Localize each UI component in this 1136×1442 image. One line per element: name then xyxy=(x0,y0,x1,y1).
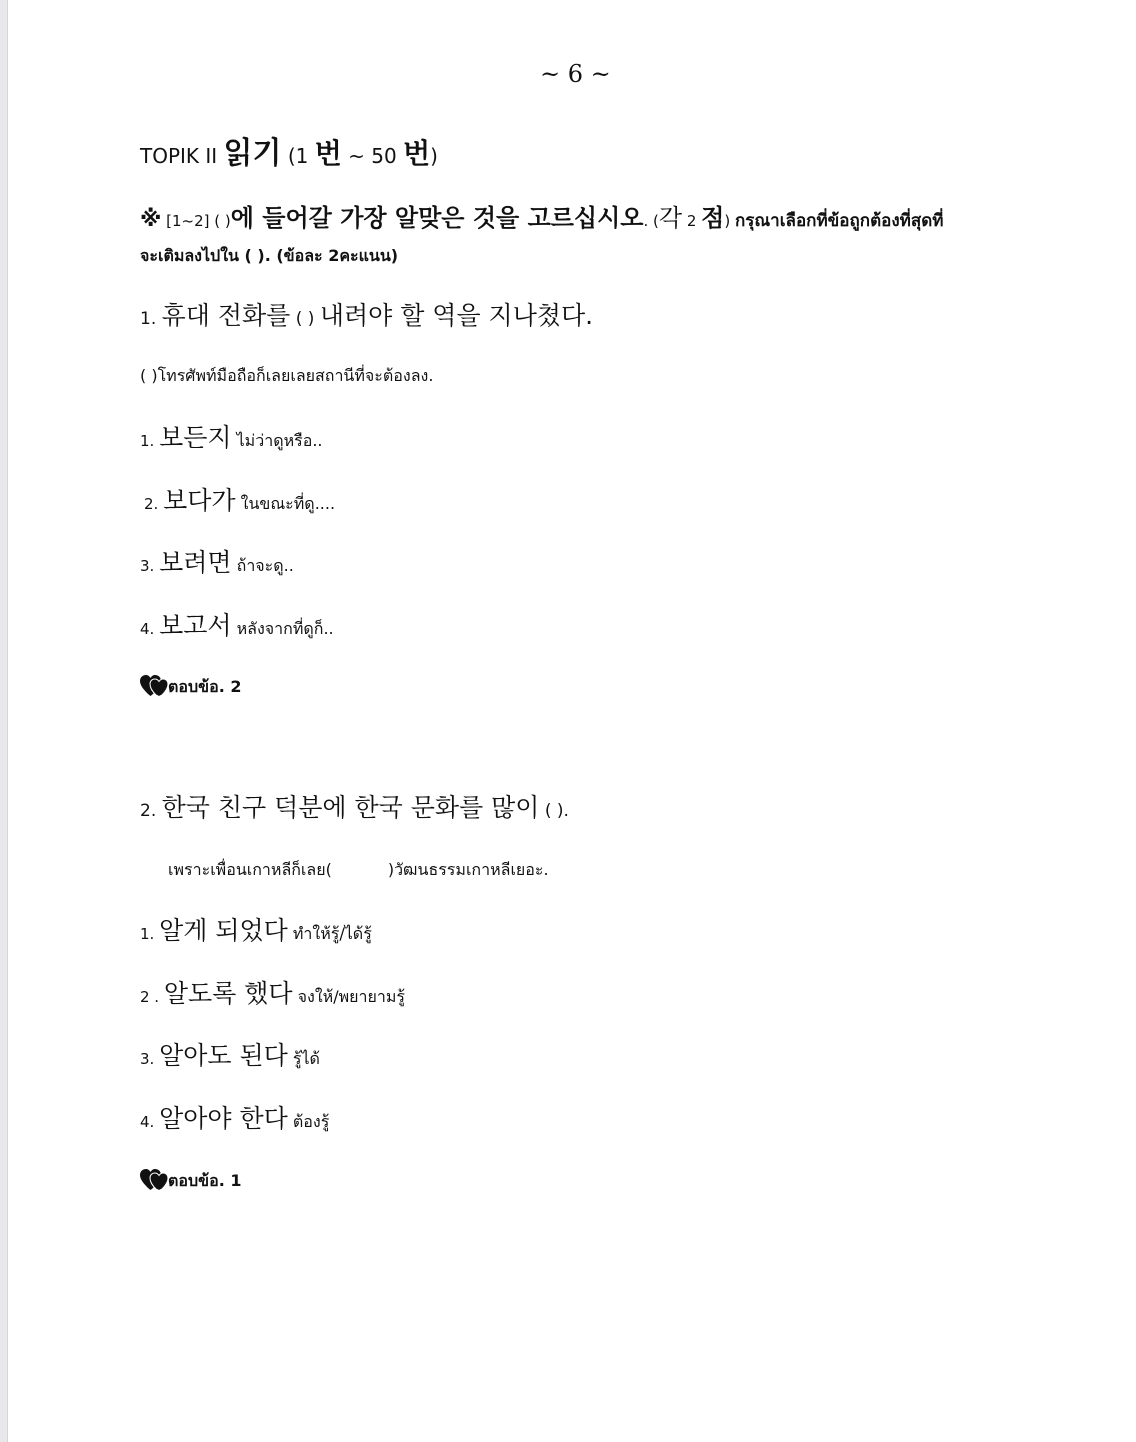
q2-answer: ตอบข้อ. 1 xyxy=(140,1168,241,1194)
page-edge xyxy=(0,0,8,1442)
q2-option-1: 1. 알게 되었다 ทำให้รู้/ได้รู้ xyxy=(140,916,372,945)
question-2: 2. 한국 친구 덕분에 한국 문화를 많이 ( ). xyxy=(140,793,569,822)
q2-option-4: 4. 알아야 한다 ต้องรู้ xyxy=(140,1104,330,1133)
instruction-line-2: จะเติมลงไปใน ( ). (ข้อละ 2คะแนน) xyxy=(140,246,399,265)
q1-option-4: 4. 보고서 หลังจากที่ดูก็.. xyxy=(140,611,334,640)
q1-answer: ตอบข้อ. 2 xyxy=(140,674,241,700)
page-number: ~ 6 ~ xyxy=(540,60,611,88)
section-title: TOPIK II 읽기 (1 번 ~ 50 번) xyxy=(140,136,438,171)
q2-option-3: 3. 알아도 된다 รู้ได้ xyxy=(140,1041,320,1070)
question-1: 1. 휴대 전화를 ( ) 내려야 할 역을 지나쳤다. xyxy=(140,301,594,330)
heart-icon xyxy=(140,1168,168,1190)
q1-option-3: 3. 보려면 ถ้าจะดู.. xyxy=(140,548,294,577)
q2-option-2: 2 . 알도록 했다 จงให้/พยายามรู้ xyxy=(140,979,405,1008)
q1-option-2: 2. 보다가 ในขณะที่ดู.... xyxy=(144,486,336,515)
question-1-translation: ( )โทรศัพท์มือถือก็เลยเลยสถานีที่จะต้องลง. xyxy=(140,366,434,385)
q1-option-1: 1. 보든지 ไม่ว่าดูหรือ.. xyxy=(140,423,323,452)
heart-icon xyxy=(140,674,168,696)
question-2-translation: เพราะเพื่อนเกาหลีก็เลย( )วัฒนธรรมเกาหลีเยอะ. xyxy=(168,860,549,879)
instruction-line-1: ※ [1~2] ( )에 들어갈 가장 알맞은 것을 고르십시오. (각 2 점) กรุณาเลือกที่ข้อถูกต้องที่สุดที่ xyxy=(140,204,944,232)
